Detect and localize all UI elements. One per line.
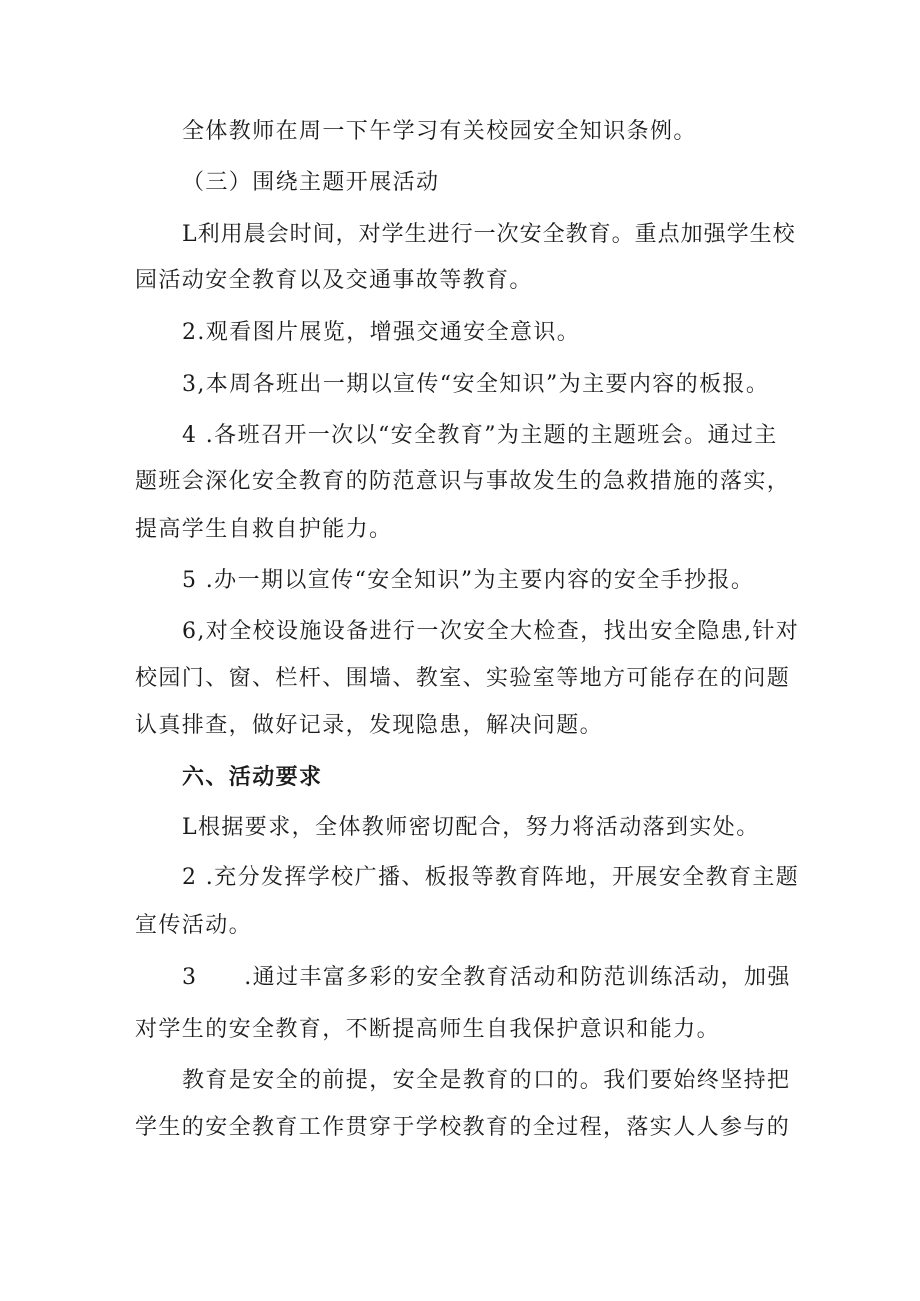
paragraph-line: 3 .通过丰富多彩的安全教育活动和防范训练活动，加强 — [182, 965, 791, 990]
paragraph-line: 3,本周各班出一期以宣传“安全知识”为主要内容的板报。 — [182, 372, 770, 397]
paragraph-line: L利用晨会时间，对学生进行一次安全教育。重点加强学生校 — [182, 222, 796, 247]
paragraph-line: 园活动安全教育以及交通事故等教育。 — [135, 268, 533, 293]
paragraph-line: 4 .各班召开一次以“安全教育”为主题的主题班会。通过主 — [182, 423, 778, 448]
section-heading: （三）围绕主题开展活动 — [182, 170, 440, 195]
paragraph-line: 2 .充分发挥学校广播、板报等教育阵地，开展安全教育主题 — [182, 865, 800, 890]
paragraph-line: 6,对全校设施设备进行一次安全大检查，找出安全隐患,针对 — [182, 619, 800, 644]
paragraph-line: 提高学生自救自护能力。 — [135, 517, 393, 542]
paragraph-line: 2.观看图片展览，增强交通安全意识。 — [182, 320, 581, 345]
paragraph-line: 校园门、窗、栏杆、围墙、教室、实验室等地方可能存在的问题 — [135, 666, 791, 691]
paragraph-line: 5 .办一期以宣传“安全知识”为主要内容的安全手抄报。 — [182, 568, 755, 593]
section-heading: 六、活动要求 — [182, 765, 323, 790]
paragraph-line: 学生的安全教育工作贯穿于学校教育的全过程，落实人人参与的 — [135, 1115, 791, 1140]
paragraph-line: 全体教师在周一下午学习有关校园安全知识条例。 — [182, 119, 697, 144]
paragraph-line: L根据要求，全体教师密切配合，努力将活动落到实处。 — [182, 815, 760, 840]
paragraph-line: 宣传活动。 — [135, 913, 253, 938]
paragraph-line: 教育是安全的前提，安全是教育的口的。我们要始终坚持把 — [182, 1068, 791, 1093]
paragraph-line: 对学生的安全教育，不断提高师生自我保护意识和能力。 — [135, 1017, 721, 1042]
paragraph-line: 认真排查，做好记录，发现隐患，解决问题。 — [135, 713, 604, 738]
paragraph-line: 题班会深化安全教育的防范意识与事故发生的急救措施的落实， — [135, 469, 791, 494]
